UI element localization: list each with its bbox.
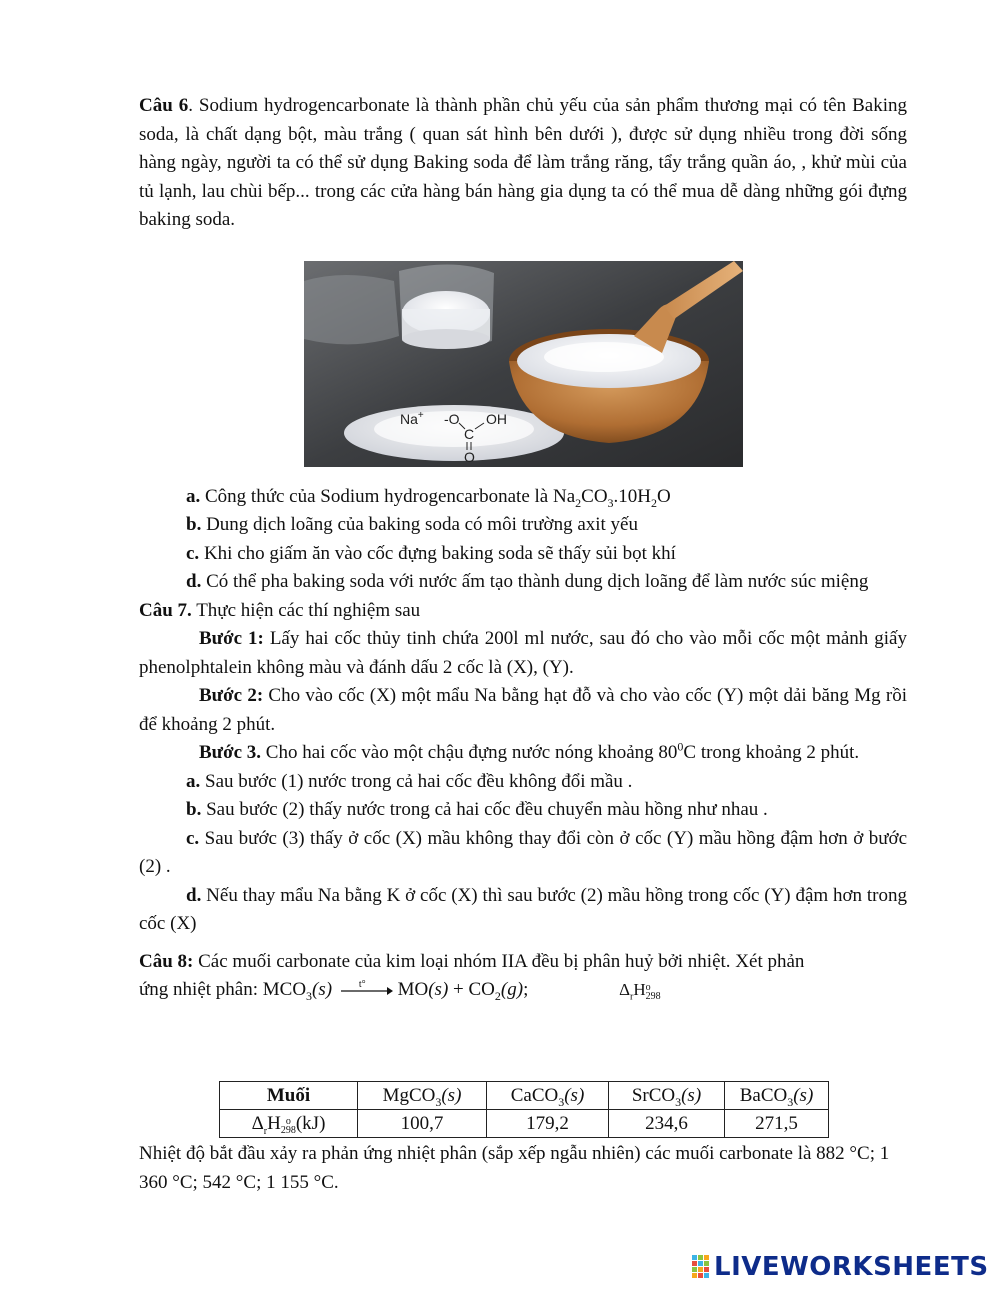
table-header-row — [220, 1082, 829, 1110]
worksheet-body — [139, 92, 907, 1005]
q7-option-a: a. Sau bước (1) nước trong cả hai cốc đều không đổi mầu . — [186, 770, 633, 792]
q6-option-d: d. Có thể pha baking soda với nước ấm tạo thành dung dịch loãng để làm nước súc miệng — [186, 571, 869, 592]
q7-option-b: b. Sau bước (2) thấy nước trong cả hai cốc đều chuyển màu hồng như nhau . — [186, 799, 768, 820]
q8-equation: ứng nhiệt phân: $MCO_3(s)$ t° $MO(s) + CO_2(g)$; $\Delta_rH$ o 298 — [139, 978, 661, 1003]
table-value-3: 234,6 — [609, 1110, 725, 1138]
q7-step-1: Bước 1: Lấy hai cốc thủy tinh chứa 200l ml nước, sau đó cho vào mỗi cốc một mảnh giấy phenolphtalein không màu và đánh dấu 2 cốc là (X), (Y). — [139, 628, 907, 678]
q7-step-2: Bước 2: Cho vào cốc (X) một mẩu Na bằng hạt đỗ và cho vào cốc (Y) một dải băng Mg rồi để khoảng 2 phút. — [139, 685, 907, 735]
liveworksheets-logo: LIVEWORKSHEETS — [692, 1252, 989, 1282]
q7-option-d: d. Nếu thay mẩu Na bằng K ở cốc (X) thì sau bước (2) mầu hồng trong cốc (Y) đậm hơn trong cốc (X) — [139, 884, 907, 934]
formula-oh: OH — [486, 411, 507, 427]
reaction-arrow: t° — [337, 981, 393, 1001]
table-header-label: Muối — [220, 1082, 358, 1110]
q6-option-c: c. Khi cho giấm ăn vào cốc đựng baking soda sẽ thấy sủi bọt khí — [186, 542, 676, 564]
q8-conclusion: Nhiệt độ bắt đầu xảy ra phản ứng nhiệt phân (sắp xếp ngẫu nhiên) các muối carbonate là 882 °C; 1 360 °C; 542 °C; 1 155 °C. — [139, 1143, 890, 1193]
logo-icon — [692, 1255, 714, 1279]
question-6-intro: Câu 6. Sodium hydrogencarbonate là thành phần chủ yếu của sản phẩm thương mại có tên Baking soda, là chất dạng bột, màu trắng ( quan sát hình bên dưới ), được sử dụng nhiều trong đời sống hàng ngày, người ta có thể sử dụng Baking soda để làm trắng răng, tẩy trắng quần áo, , khử mùi của tủ lạnh, lau chùi bếp... trong các cửa hàng bán hàng gia dụng ta có thể mua dễ dàng những gói đựng baking soda. — [139, 95, 907, 230]
table-salt-2: CaCO$_3$(s) — [487, 1082, 609, 1110]
baking-soda-photo — [304, 261, 743, 467]
q6-option-a: a. Công thức của Sodium hydrogencarbonate là $Na_2CO_3.10H_2O$ — [186, 485, 671, 510]
formula-bottom-o: O — [464, 449, 475, 465]
question-7-intro: Câu 7. Thực hiện các thí nghiệm sau — [139, 599, 421, 621]
table-value-2: 179,2 — [487, 1110, 609, 1138]
table-salt-4: BaCO$_3$(s) — [725, 1082, 829, 1110]
formula-anion-o: -O — [444, 411, 460, 427]
table-row — [220, 1110, 829, 1138]
formula-cation: Na+ — [400, 410, 424, 427]
table-value-1: 100,7 — [358, 1110, 487, 1138]
enthalpy-table — [219, 1081, 829, 1138]
question-8-intro: Câu 8: Các muối carbonate của kim loại nhóm IIA đều bị phân huỷ bởi nhiệt. Xét phản — [139, 950, 805, 972]
q6-option-b: b. Dung dịch loãng của baking soda có môi trường axit yếu — [186, 514, 638, 535]
enthalpy-symbol: $\Delta_rH$ o 298 — [619, 980, 661, 1003]
q7-step-3: Bước 3. Cho hai cốc vào một chậu đựng nước nóng khoảng $80^0C$ trong khoảng 2 phút. — [199, 739, 860, 763]
table-value-4: 271,5 — [725, 1110, 829, 1138]
table-row-label: $\Delta_rH$ o 298 (kJ) — [220, 1110, 358, 1138]
table-salt-3: SrCO$_3$(s) — [609, 1082, 725, 1110]
q7-option-c: c. Sau bước (3) thấy ở cốc (X) mầu không thay đổi còn ở cốc (Y) mầu hồng đậm hơn ở bước (2) . — [139, 827, 907, 877]
formula-carbon: C — [464, 426, 475, 442]
table-salt-1: MgCO$_3$(s) — [358, 1082, 487, 1110]
